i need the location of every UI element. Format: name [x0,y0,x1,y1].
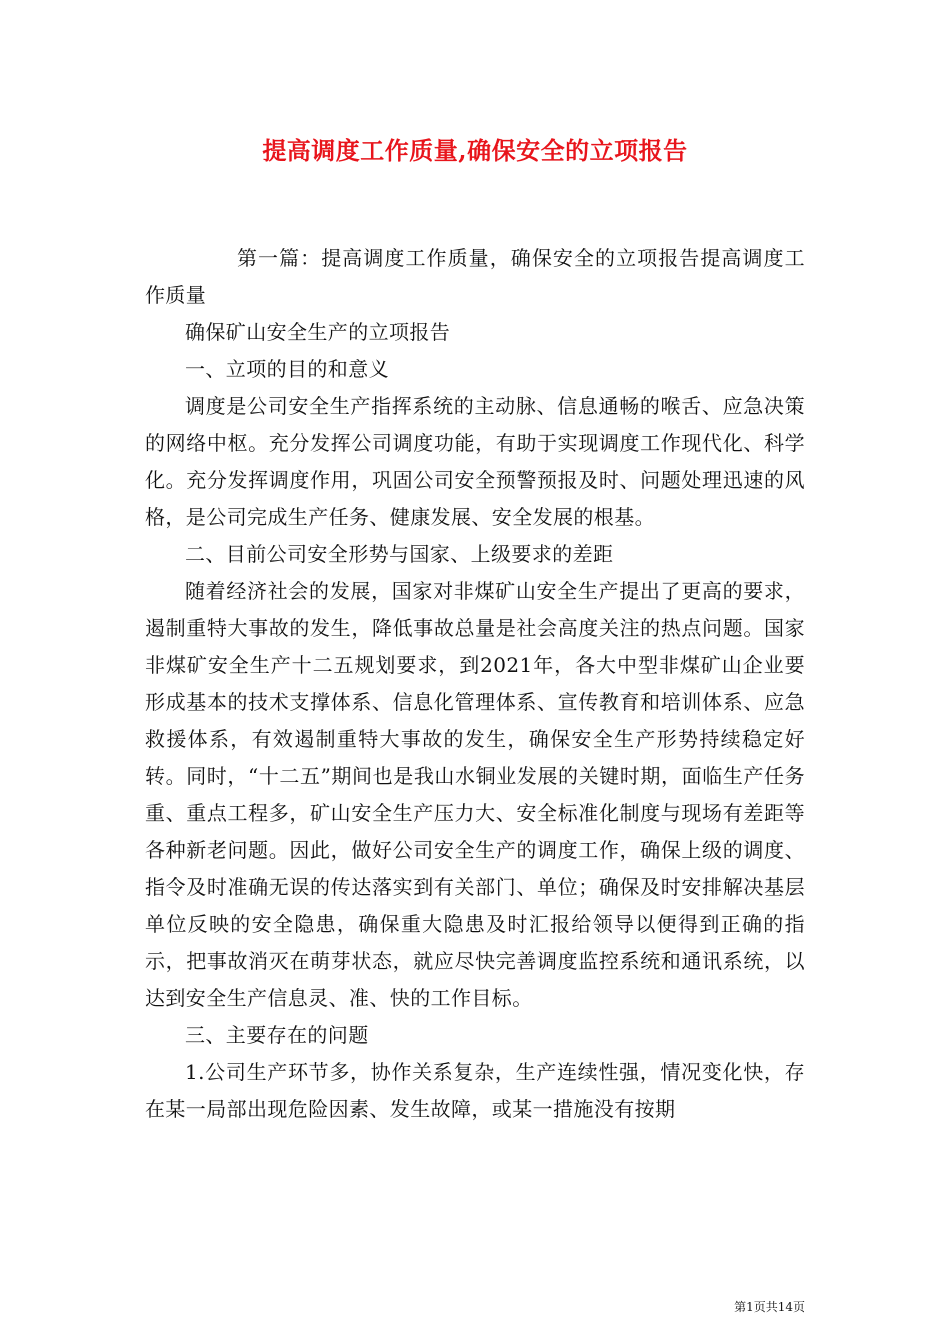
document-title: 提高调度工作质量,确保安全的立项报告 [262,136,688,165]
paragraph-section-3-item-1: 1.公司生产环节多，协作关系复杂，生产连续性强，情况变化快，存在某一局部出现危险因素、发生故障，或某一措施没有按期 [145,1060,805,1121]
document-body [145,240,805,1128]
section-heading-3: 三、主要存在的问题 [185,1023,369,1047]
paragraph-subtitle: 确保矿山安全生产的立项报告 [185,320,451,344]
paragraph-heading-first: 第一篇：提高调度工作质量，确保安全的立项报告提高调度工作质量 [145,246,805,307]
paragraph-section-2: 随着经济社会的发展，国家对非煤矿山安全生产提出了更高的要求，遏制重特大事故的发生，降低事故总量是社会高度关注的热点问题。国家非煤矿安全生产十二五规划要求，到2021年，各大中型非煤矿山企业要形成基本的技术支撑体系、信息化管理体系、宣传教育和培训体系、应急救援体系，有效遏制重特大事故的发生，确保安全生产形势持续稳定好转。同时，“十二五”期间也是我山水铜业发展的关键时期，面临生产任务重、重点工程多，矿山安全生产压力大、安全标准化制度与现场有差距等各种新老问题。因此，做好公司安全生产的调度工作，确保上级的调度、指令及时准确无误的传达落实到有关部门、单位；确保及时安排解决基层单位反映的安全隐患，确保重大隐患及时汇报给领导以便得到正确的指示，把事故消灭在萌芽状态，就应尽快完善调度监控系统和通讯系统，以达到安全生产信息灵、准、快的工作目标。 [145,579,805,1010]
section-heading-2: 二、目前公司安全形势与国家、上级要求的差距 [185,542,614,566]
page-number-footer: 第1页共14页 [734,1300,805,1314]
paragraph-section-1: 调度是公司安全生产指挥系统的主动脉、信息通畅的喉舌、应急决策的网络中枢。充分发挥公司调度功能，有助于实现调度工作现代化、科学化。充分发挥调度作用，巩固公司安全预警预报及时、问题处理迅速的风格，是公司完成生产任务、健康发展、安全发展的根基。 [145,394,805,529]
section-heading-1: 一、立项的目的和意义 [185,357,389,381]
